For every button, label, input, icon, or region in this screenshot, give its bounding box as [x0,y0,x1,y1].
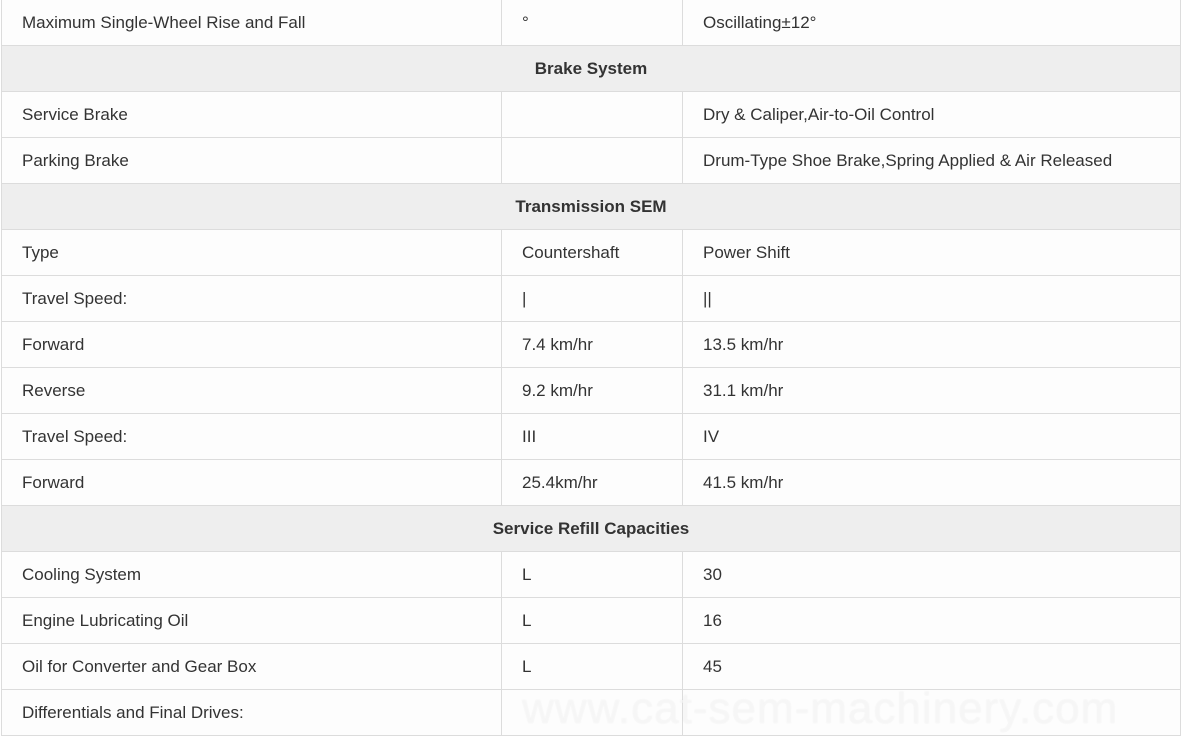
spec-label: Type [2,230,502,276]
section-header-row [2,506,1181,552]
table-row [2,552,1181,598]
spec-unit: 9.2 km/hr [502,368,683,414]
spec-label: Forward [2,322,502,368]
spec-unit [502,138,683,184]
table-row [2,460,1181,506]
spec-value: || [683,276,1181,322]
spec-value: 16 [683,598,1181,644]
section-title: Service Refill Capacities [2,506,1181,552]
spec-unit [502,690,683,736]
spec-unit: ° [502,0,683,46]
spec-value: Power Shift [683,230,1181,276]
spec-value: 45 [683,644,1181,690]
spec-value: 41.5 km/hr [683,460,1181,506]
specification-table [1,0,1181,736]
spec-value: 31.1 km/hr [683,368,1181,414]
spec-unit: 25.4km/hr [502,460,683,506]
section-header-row [2,184,1181,230]
spec-value: IV [683,414,1181,460]
spec-label: Cooling System [2,552,502,598]
table-row [2,92,1181,138]
table-row [2,0,1181,46]
spec-value [683,690,1181,736]
spec-unit: L [502,552,683,598]
watermark-text: www.cat-sem-machinery.com [522,684,1119,733]
spec-unit [502,92,683,138]
section-title: Transmission SEM [2,184,1181,230]
spec-unit: Countershaft [502,230,683,276]
section-title: Brake System [2,46,1181,92]
spec-unit: III [502,414,683,460]
spec-label: Travel Speed: [2,414,502,460]
table-row [2,276,1181,322]
section-header-row [2,46,1181,92]
spec-label: Travel Speed: [2,276,502,322]
table-row [2,644,1181,690]
spec-label: Differentials and Final Drives: [2,690,502,736]
table-row [2,322,1181,368]
spec-label: Engine Lubricating Oil [2,598,502,644]
spec-unit: L [502,598,683,644]
spec-label: Reverse [2,368,502,414]
spec-value: Dry & Caliper,Air-to-Oil Control [683,92,1181,138]
spec-value: 13.5 km/hr [683,322,1181,368]
spec-value: Oscillating±12° [683,0,1181,46]
spec-value: 30 [683,552,1181,598]
spec-unit: 7.4 km/hr [502,322,683,368]
table-row [2,368,1181,414]
spec-label: Service Brake [2,92,502,138]
table-row [2,414,1181,460]
spec-label: Parking Brake [2,138,502,184]
table-row [2,230,1181,276]
spec-label: Maximum Single-Wheel Rise and Fall [2,0,502,46]
spec-value: Drum-Type Shoe Brake,Spring Applied & Air Released [683,138,1181,184]
spec-unit: | [502,276,683,322]
table-row [2,138,1181,184]
table-row [2,598,1181,644]
spec-unit: L [502,644,683,690]
table-row [2,690,1181,736]
spec-label: Forward [2,460,502,506]
spec-label: Oil for Converter and Gear Box [2,644,502,690]
